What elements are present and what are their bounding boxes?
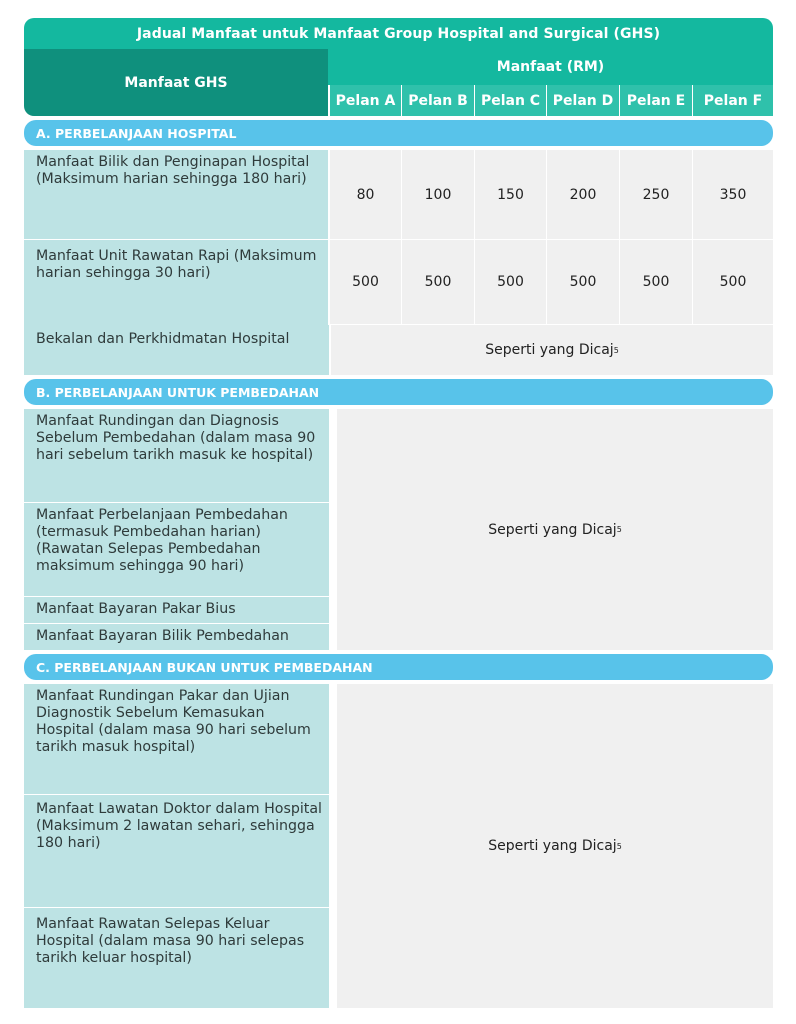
table-row xyxy=(24,239,773,324)
section-c-labels xyxy=(24,684,335,1008)
footnote-mark: 5 xyxy=(613,345,619,355)
row-label: Manfaat Unit Rawatan Rapi (Maksimum harian sehingga 30 hari) xyxy=(24,240,328,328)
section-b-header: B. PERBELANJAAN UNTUK PEMBEDAHAN xyxy=(24,379,773,405)
section-b-body xyxy=(24,409,773,650)
row-label: Manfaat Bilik dan Penginapan Hospital (Maksimum harian sehingga 180 hari) xyxy=(24,150,328,239)
table-title: Jadual Manfaat untuk Manfaat Group Hospital and Surgical (GHS) xyxy=(24,18,773,49)
plan-header-f: Pelan F xyxy=(692,85,773,116)
section-c-body xyxy=(24,684,773,1008)
value-cell: 500 xyxy=(619,240,692,324)
plan-header-e: Pelan E xyxy=(619,85,692,116)
header-amount-title: Manfaat (RM) xyxy=(328,49,773,85)
row-label: Bekalan dan Perkhidmatan Hospital xyxy=(24,325,329,375)
value-cell: 500 xyxy=(546,240,619,324)
value-cell: 500 xyxy=(474,240,546,324)
row-values xyxy=(328,240,773,324)
merged-value-cell xyxy=(335,684,773,1008)
plan-header-b: Pelan B xyxy=(401,85,474,116)
table-header xyxy=(24,49,773,116)
value-cell: 150 xyxy=(474,150,546,239)
section-c-header: C. PERBELANJAAN BUKAN UNTUK PEMBEDAHAN xyxy=(24,654,773,680)
row-label: Manfaat Rundingan Pakar dan Ujian Diagnostik Sebelum Kemasukan Hospital (dalam masa 90 hari sebelum tarikh masuk hospital) xyxy=(24,684,329,794)
row-label: Manfaat Rawatan Selepas Keluar Hospital (dalam masa 90 hari selepas tarikh keluar hospital) xyxy=(24,907,329,1008)
value-cell: 80 xyxy=(328,150,401,239)
merged-value-cell xyxy=(329,325,773,375)
row-label: Manfaat Bayaran Pakar Bius xyxy=(24,596,329,623)
table-row xyxy=(24,324,773,375)
value-cell: 500 xyxy=(328,240,401,324)
row-label: Manfaat Perbelanjaan Pembedahan (termasuk Pembedahan harian) (Rawatan Selepas Pembedahan maksimum sehingga 90 hari) xyxy=(24,502,329,596)
row-values xyxy=(328,150,773,239)
merged-value-text: Seperti yang Dicaj xyxy=(485,342,614,358)
row-label: Manfaat Lawatan Doktor dalam Hospital (Maksimum 2 lawatan sehari, sehingga 180 hari) xyxy=(24,794,329,907)
merged-value-text: Seperti yang Dicaj xyxy=(488,838,617,854)
value-cell: 350 xyxy=(692,150,773,239)
value-cell: 100 xyxy=(401,150,474,239)
value-cell: 250 xyxy=(619,150,692,239)
section-b-labels xyxy=(24,409,335,650)
value-cell: 500 xyxy=(401,240,474,324)
value-cell: 500 xyxy=(692,240,773,324)
plan-headers xyxy=(328,85,773,116)
row-label: Manfaat Rundingan dan Diagnosis Sebelum Pembedahan (dalam masa 90 hari sebelum tarikh masuk ke hospital) xyxy=(24,409,329,502)
plan-header-a: Pelan A xyxy=(328,85,401,116)
section-a-header: A. PERBELANJAAN HOSPITAL xyxy=(24,120,773,146)
merged-value-text: Seperti yang Dicaj xyxy=(488,521,617,538)
footnote-mark: 5 xyxy=(616,525,622,534)
footnote-mark: 5 xyxy=(616,841,622,851)
table-row xyxy=(24,150,773,239)
benefit-table xyxy=(24,18,773,1008)
plan-header-c: Pelan C xyxy=(474,85,546,116)
row-label: Manfaat Bayaran Bilik Pembedahan xyxy=(24,623,329,650)
header-amount-group xyxy=(328,49,773,116)
merged-value-cell xyxy=(335,409,773,650)
plan-header-d: Pelan D xyxy=(546,85,619,116)
value-cell: 200 xyxy=(546,150,619,239)
header-benefit-column: Manfaat GHS xyxy=(24,49,328,116)
